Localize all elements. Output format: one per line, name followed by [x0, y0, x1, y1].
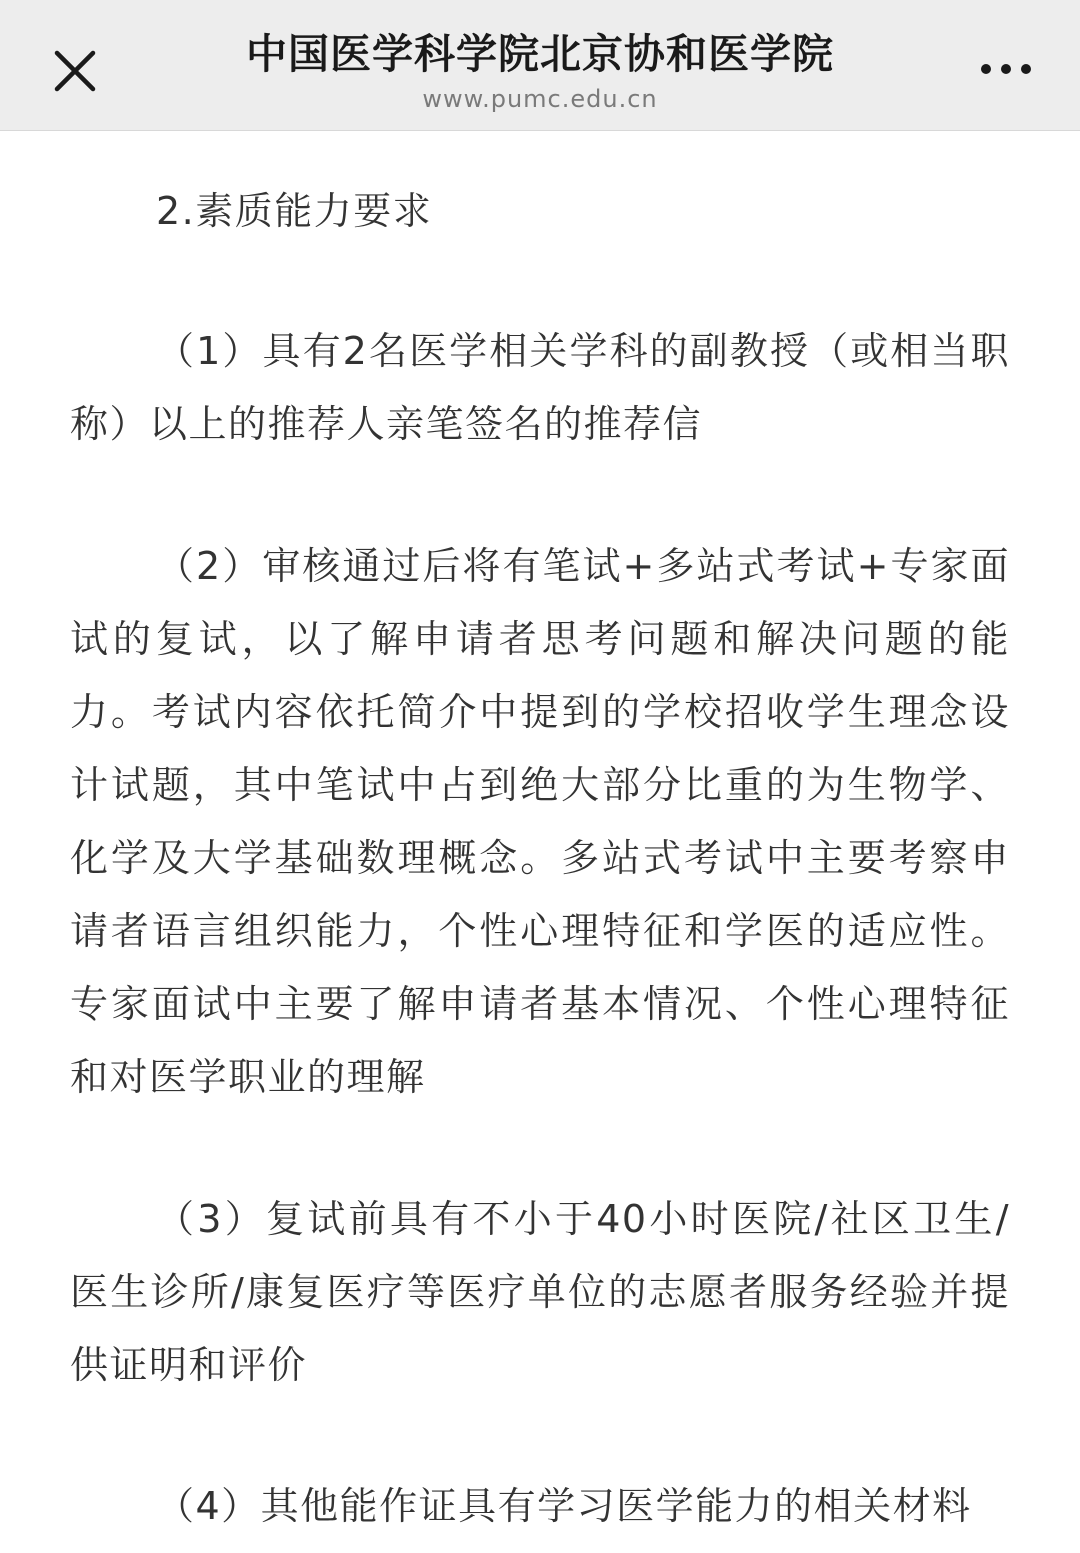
- title-block: [160, 28, 920, 114]
- requirement-item-2: （2）审核通过后将有笔试+多站式考试+专家面试的复试，以了解申请者思考问题和解决问题的能力。考试内容依托简介中提到的学校招收学生理念设计试题，其中笔试中占到绝大部分比重的为生物学、化学及大学基础数理概念。多站式考试中主要考察申请者语言组织能力，个性心理特征和学医的适应性。专家面试中主要了解申请者基本情况、个性心理特征和对医学职业的理解: [70, 544, 1010, 1099]
- more-dots-icon: [978, 54, 1034, 84]
- top-navigation-bar: [0, 0, 1080, 131]
- page-title: 中国医学科学院北京协和医学院: [246, 30, 834, 78]
- requirement-item-4: （4）其他能作证具有学习医学能力的相关材料: [156, 1484, 972, 1528]
- page-url: www.pumc.edu.cn: [422, 85, 658, 113]
- close-button[interactable]: [44, 40, 106, 102]
- close-icon: [44, 40, 106, 102]
- section-heading: 2.素质能力要求: [156, 189, 433, 233]
- requirement-item-3: （3）复试前具有不小于40小时医院/社区卫生/医生诊所/康复医疗等医疗单位的志愿者服务经验并提供证明和评价: [70, 1197, 1010, 1387]
- requirement-item-1: （1）具有2名医学相关学科的副教授（或相当职称）以上的推荐人亲笔签名的推荐信: [70, 329, 1010, 446]
- more-options-button[interactable]: [978, 54, 1034, 84]
- article-body: [0, 175, 1080, 1543]
